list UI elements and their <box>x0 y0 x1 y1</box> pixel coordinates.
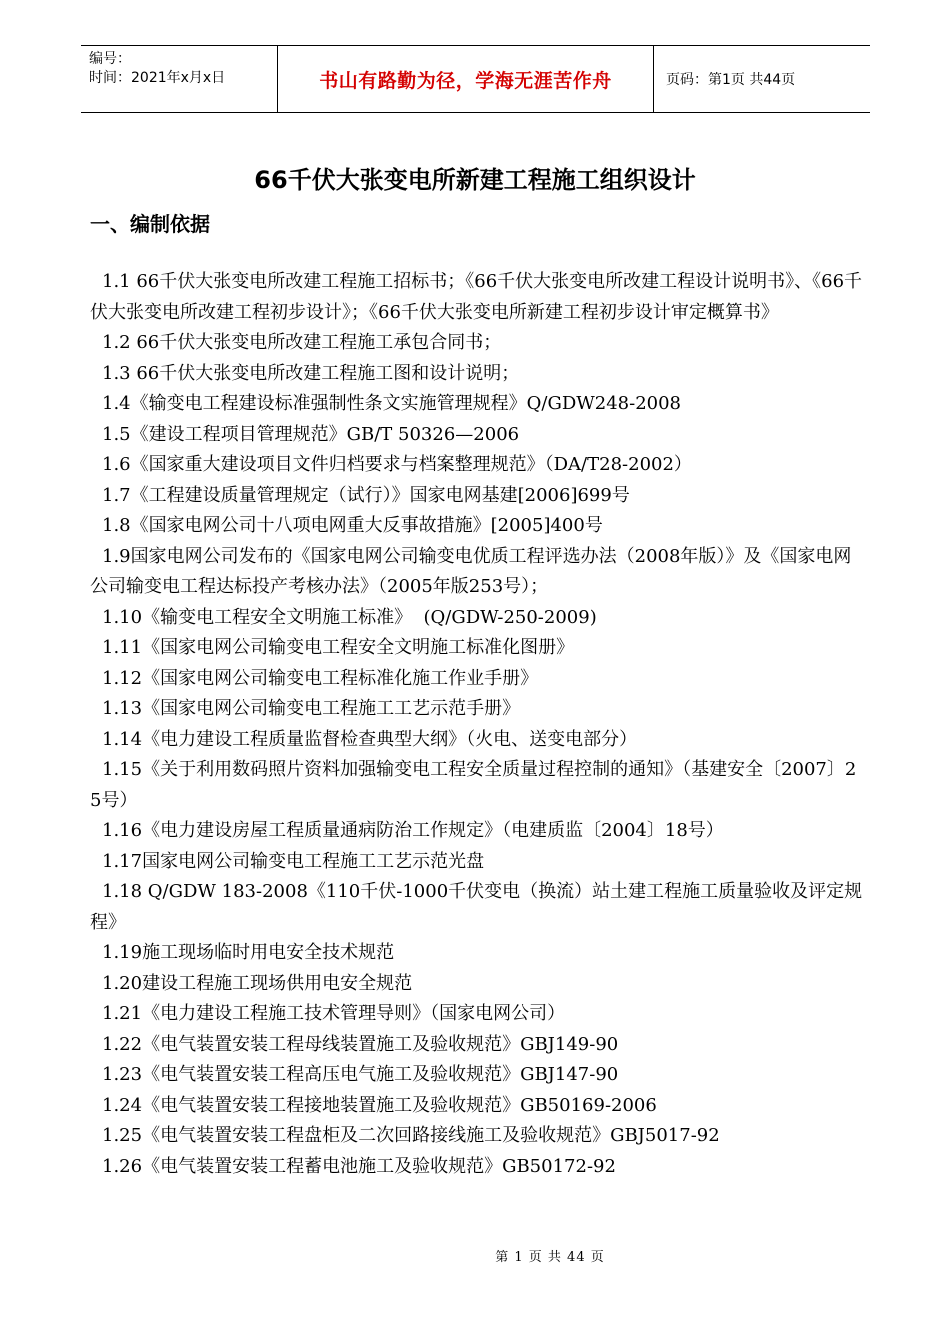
list-item: 1.23《电气装置安装工程高压电气施工及验收规范》GBJ147-90 <box>102 1064 619 1085</box>
header-meta <box>81 46 278 112</box>
list-item: 1.25《电气装置安装工程盘柜及二次回路接线施工及验收规范》GBJ5017-92 <box>102 1125 720 1146</box>
page-footer: 第 1 页 共 44 页 <box>495 1250 605 1265</box>
page-header <box>81 45 870 113</box>
document-time-label: 时间：2021年x月x日 <box>89 70 226 86</box>
document-code-label: 编号： <box>89 51 131 67</box>
list-item: 1.11《国家电网公司输变电工程安全文明施工标准化图册》 <box>102 637 575 658</box>
list-item: 1.26《电气装置安装工程蓄电池施工及验收规范》GB50172-92 <box>102 1155 616 1177</box>
document-title: 66千伏大张变电所新建工程施工组织设计 <box>254 166 696 194</box>
header-page-info: 页码：第1页 共44页 <box>666 72 796 88</box>
list-item: 1.6《国家重大建设项目文件归档要求与档案整理规范》（DA/T28-2002） <box>102 454 692 475</box>
list-item: 1.9国家电网公司发布的《国家电网公司输变电优质工程评选办法（2008年版）》及《国家电网公司输变电工程达标投产考核办法》（2005年版253号）； <box>90 545 852 597</box>
list-item: 1.1 66千伏大张变电所改建工程施工招标书；《66千伏大张变电所改建工程设计说明书》、《66千伏大张变电所改建工程初步设计》；《66千伏大张变电所新建工程初步设计审定概算书》 <box>90 271 863 323</box>
list-item: 1.22《电气装置安装工程母线装置施工及验收规范》GBJ149-90 <box>102 1033 619 1055</box>
header-motto: 书山有路勤为径，学海无涯苦作舟 <box>278 46 654 112</box>
list-item: 1.18 Q/GDW 183-2008《110千伏-1000千伏变电（换流）站土建工程施工质量验收及评定规程》 <box>90 881 863 933</box>
list-item: 1.15《关于利用数码照片资料加强输变电工程安全质量过程控制的通知》（基建安全〔2007〕25号） <box>90 759 857 811</box>
list-item: 1.2 66千伏大张变电所改建工程施工承包合同书； <box>102 332 502 353</box>
list-item: 1.3 66千伏大张变电所改建工程施工图和设计说明； <box>102 362 520 384</box>
list-item: 1.17国家电网公司输变电工程施工工艺示范光盘 <box>102 850 485 872</box>
list-item: 1.10《输变电工程安全文明施工标准》 (Q/GDW-250-2009) <box>102 606 597 628</box>
list-item: 1.21《电力建设工程施工技术管理导则》（国家电网公司） <box>102 1003 566 1024</box>
list-item: 1.20建设工程施工现场供用电安全规范 <box>102 972 413 994</box>
list-item: 1.5《建设工程项目管理规范》GB/T 50326—2006 <box>102 423 520 445</box>
list-item: 1.14《电力建设工程质量监督检查典型大纲》（火电、送变电部分） <box>102 728 638 750</box>
list-item: 1.16《电力建设房屋工程质量通病防治工作规定》（电建质监〔2004〕18号） <box>102 820 724 841</box>
list-item: 1.19施工现场临时用电安全技术规范 <box>102 942 395 963</box>
section-heading: 一、编制依据 <box>90 212 210 236</box>
reference-list <box>90 267 865 1182</box>
list-item: 1.8《国家电网公司十八项电网重大反事故措施》[2005]400号 <box>102 515 603 536</box>
list-item: 1.7《工程建设质量管理规定（试行）》国家电网基建[2006]699号 <box>102 484 630 506</box>
list-item: 1.24《电气装置安装工程接地装置施工及验收规范》GB50169-2006 <box>102 1094 657 1116</box>
list-item: 1.4《输变电工程建设标准强制性条文实施管理规程》Q/GDW248-2008 <box>102 393 682 414</box>
list-item: 1.13《国家电网公司输变电工程施工工艺示范手册》 <box>102 698 521 719</box>
list-item: 1.12《国家电网公司输变电工程标准化施工作业手册》 <box>102 667 539 689</box>
